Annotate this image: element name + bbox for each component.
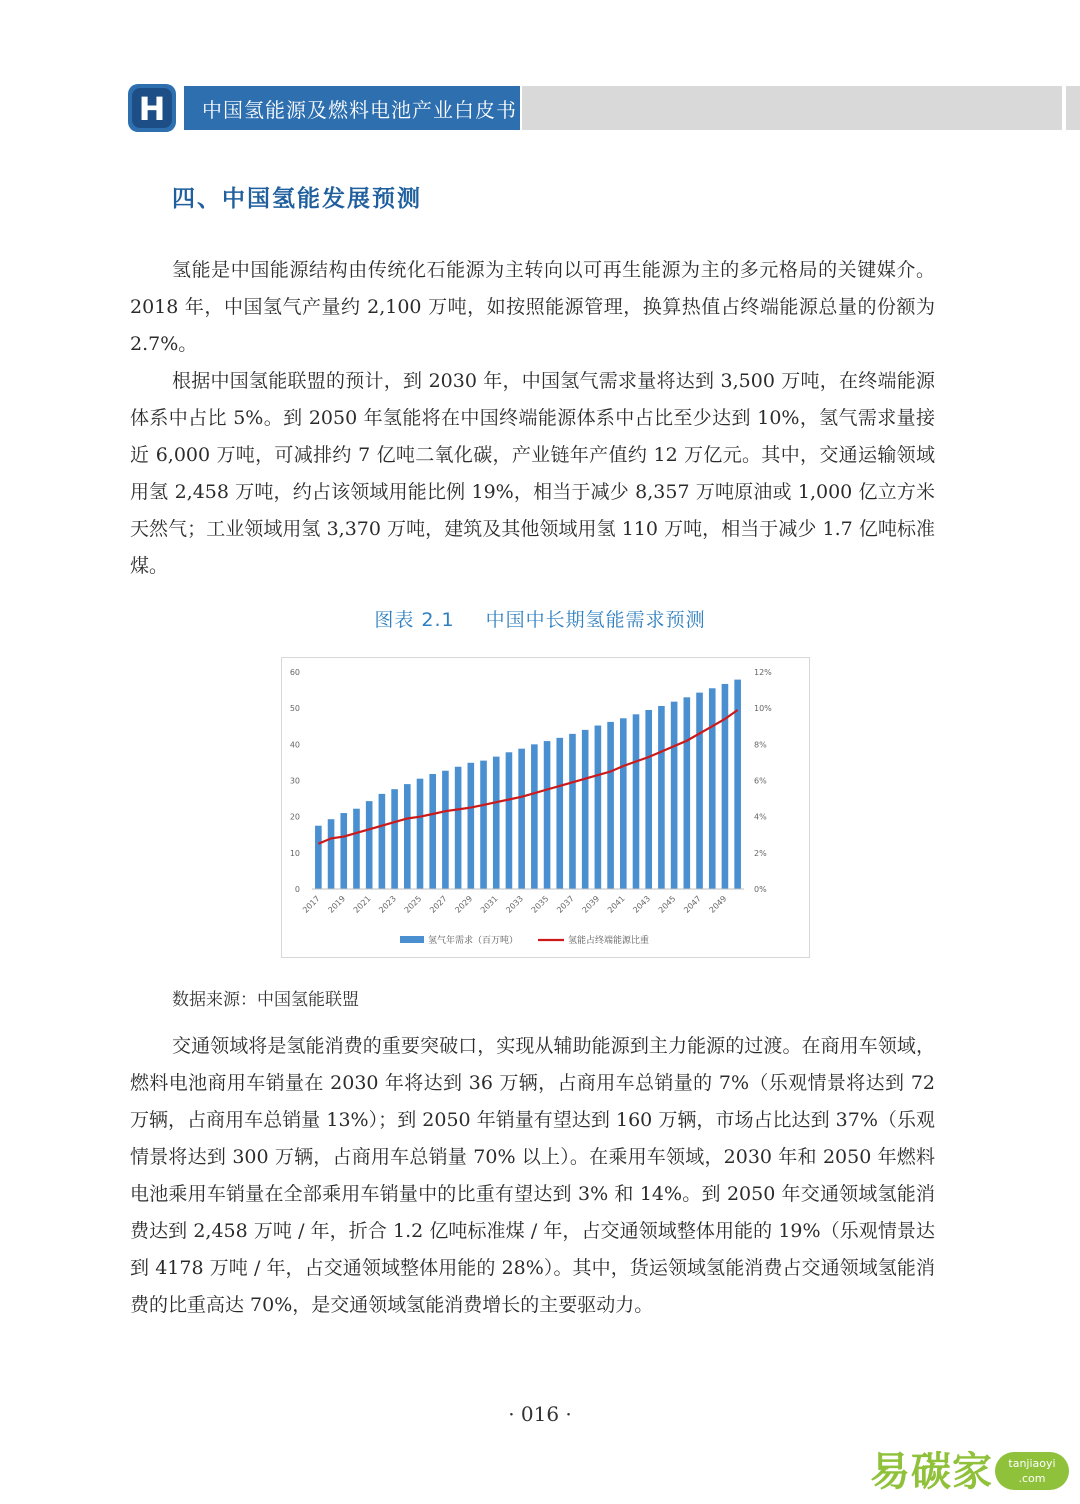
x-tick-label: 2029 <box>453 894 475 915</box>
bar-2028 <box>455 767 462 889</box>
legend-label-demand: 氢气年需求（百万吨） <box>428 936 519 946</box>
bar-2044 <box>658 706 665 889</box>
logo-letter: H <box>138 90 166 128</box>
x-tick-label: 2019 <box>326 894 348 915</box>
y-right-tick-label: 10% <box>754 704 772 714</box>
y-right-tick-label: 12% <box>754 668 772 677</box>
y-right-tick-label: 8% <box>754 740 767 750</box>
bar-2043 <box>645 710 652 889</box>
y-right-tick-label: 0% <box>754 885 767 894</box>
watermark-site-line2: .com <box>1018 1472 1046 1485</box>
bar-2034 <box>531 744 538 889</box>
x-tick-label: 2017 <box>301 894 322 915</box>
y-left-tick-label: 50 <box>289 704 300 714</box>
y-left-tick-label: 30 <box>289 776 300 786</box>
bar-2024 <box>404 784 411 889</box>
y-right-tick-label: 4% <box>754 812 767 822</box>
bar-2030 <box>480 761 487 889</box>
bar-2041 <box>620 718 627 889</box>
data-source: 数据来源：中国氢能联盟 <box>172 990 359 1010</box>
bar-2035 <box>544 741 551 889</box>
bar-2047 <box>696 693 703 889</box>
bar-2042 <box>633 714 640 889</box>
section-title: 四、中国氢能发展预测 <box>172 186 422 212</box>
bar-2045 <box>671 702 678 889</box>
bar-2048 <box>709 688 716 889</box>
x-tick-label: 2047 <box>682 894 703 915</box>
header-grey-bar <box>522 86 1062 130</box>
bar-2021 <box>366 801 373 889</box>
page-number: · 016 · <box>508 1402 572 1426</box>
bar-2036 <box>556 738 563 889</box>
chart-container <box>281 657 810 958</box>
x-tick-label: 2043 <box>631 894 653 915</box>
bar-2023 <box>391 789 398 889</box>
figure-label: 图表 2.1 <box>374 609 455 631</box>
y-left-tick-label: 60 <box>289 668 300 677</box>
bar-2020 <box>353 809 360 889</box>
paragraph-forecast: 根据中国氢能联盟的预计，到 2030 年，中国氢气需求量将达到 3,500 万吨，在终端能源体系中占比 5%。到 2050 年氢能将在中国终端能源体系中占比至少达到 10%，氢气需求量接近 6,000 万吨，可减排约 7 亿吨二氧化碳，产业链年产值约 12 万亿元。其中，交通运输领域用氢 2,458 万吨，约占该领域用能比例 19%，相当于减少 8,357 万吨原油或 1,000 亿立方米天然气；工业领域用氢 3,370 万吨，建筑及其他领域用氢 110 万吨，相当于减少 1.7 亿吨标准煤。 <box>130 370 935 577</box>
watermark-brand: 易碳家 <box>870 1449 993 1495</box>
bar-2017 <box>315 826 322 889</box>
bar-2026 <box>429 774 436 889</box>
paragraph-transport: 交通领域将是氢能消费的重要突破口，实现从辅助能源到主力能源的过渡。在商用车领域，燃料电池商用车销量在 2030 年将达到 36 万辆，占商用车总销量的 7%（乐观情景将达到 72 万辆，占商用车总销量 13%）；到 2050 年销量有望达到 160 万辆，市场占比达到 37%（乐观情景将达到 300 万辆，占商用车总销量 70% 以上）。在乘用车领域，2030 年和 2050 年燃料电池乘用车销量在全部乘用车销量中的比重有望达到 3% 和 14%。到 2050 年交通领域氢能消费达到 2,458 万吨 / 年，折合 1.2 亿吨标准煤 / 年，占交通领域整体用能的 19%（乐观情景达到 4178 万吨 / 年，占交通领域整体用能的 28%）。其中，货运领域氢能消费占交通领域氢能消费的比重高达 70%，是交通领域氢能消费增长的主要驱动力。 <box>130 1035 935 1316</box>
bar-2037 <box>569 734 576 889</box>
y-right-tick-label: 2% <box>754 848 767 858</box>
bar-2032 <box>506 752 513 889</box>
x-tick-label: 2025 <box>402 894 424 915</box>
bar-2049 <box>722 684 729 889</box>
x-tick-label: 2035 <box>529 894 551 915</box>
x-tick-label: 2037 <box>555 894 576 915</box>
header-grey-end <box>1066 86 1080 130</box>
y-left-tick-label: 40 <box>289 740 300 750</box>
y-left-tick-label: 10 <box>289 848 300 858</box>
figure-title: 中国中长期氢能需求预测 <box>485 609 706 631</box>
y-left-tick-label: 20 <box>289 812 300 822</box>
x-tick-label: 2049 <box>707 894 729 915</box>
x-tick-label: 2023 <box>377 894 399 915</box>
paragraph-intro: 氢能是中国能源结构由传统化石能源为主转向以可再生能源为主的多元格局的关键媒介。2018 年，中国氢气产量约 2,100 万吨，如按照能源管理，换算热值占终端能源总量的份额为 2.7%。 <box>130 259 935 355</box>
y-right-tick-label: 6% <box>754 776 767 786</box>
x-tick-label: 2033 <box>504 894 526 915</box>
bar-2029 <box>468 763 475 889</box>
bar-2038 <box>582 730 589 889</box>
bar-2033 <box>518 749 525 889</box>
legend-label-share: 氢能占终端能源比重 <box>568 936 650 946</box>
brand-logo <box>128 84 176 132</box>
bar-2046 <box>684 697 691 889</box>
bar-2040 <box>607 722 614 889</box>
x-tick-label: 2027 <box>428 894 449 915</box>
bar-2039 <box>595 726 602 889</box>
x-tick-label: 2041 <box>605 894 627 915</box>
bar-2031 <box>493 757 500 889</box>
legend-swatch-bar <box>400 936 424 943</box>
header-title: 中国氢能源及燃料电池产业白皮书 <box>184 86 520 130</box>
bar-2022 <box>379 794 386 889</box>
figure-caption <box>0 605 1080 632</box>
bar-2018 <box>328 819 335 889</box>
bar-2027 <box>442 771 449 889</box>
x-tick-label: 2039 <box>580 894 602 915</box>
x-tick-label: 2031 <box>478 894 500 915</box>
bar-2019 <box>340 813 347 889</box>
watermark-site-line1: tanjiaoyi <box>1008 1457 1056 1470</box>
y-left-tick-label: 0 <box>294 885 300 894</box>
watermark-site <box>995 1452 1069 1490</box>
demand-forecast-chart <box>282 658 809 957</box>
x-tick-label: 2045 <box>656 894 678 915</box>
x-tick-label: 2021 <box>351 894 373 915</box>
bar-2025 <box>417 779 424 889</box>
